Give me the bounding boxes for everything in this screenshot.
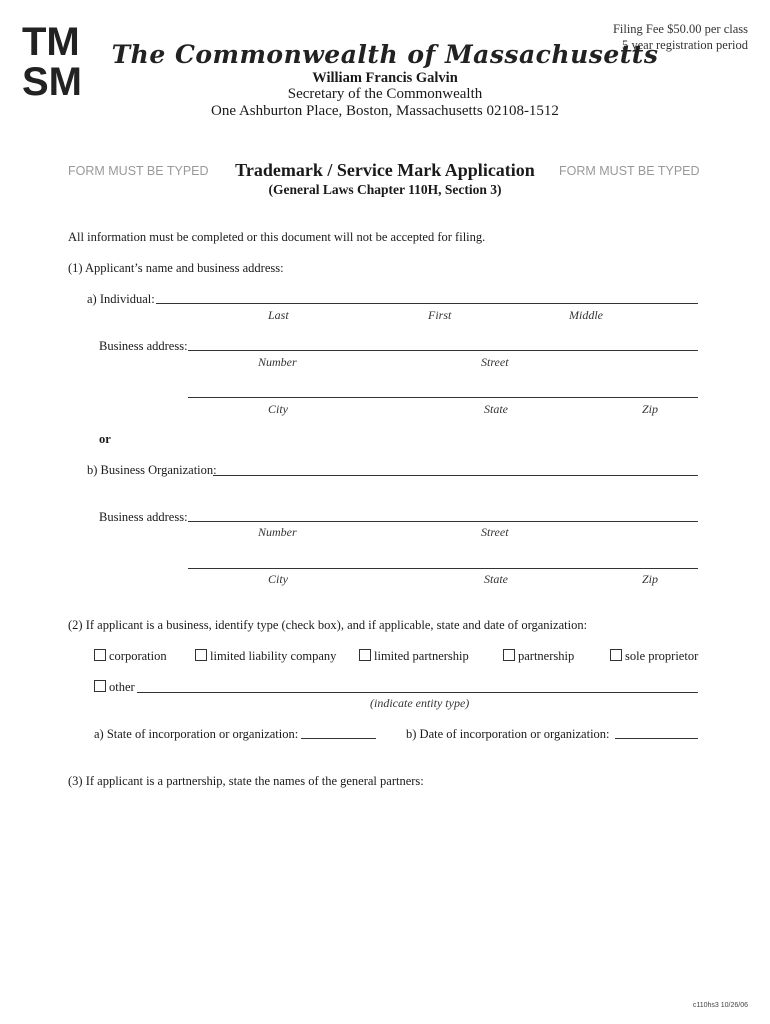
organization-label: b) Business Organization:: [87, 463, 217, 477]
caption-entity-type: (indicate entity type): [370, 696, 470, 710]
date-of-incorporation-field[interactable]: [615, 738, 698, 739]
caption-number-2: Number: [258, 525, 297, 539]
caption-first: First: [428, 308, 452, 322]
commonwealth-title: The Commonwealth of Massachusetts: [111, 40, 659, 69]
state-of-incorporation-field[interactable]: [301, 738, 376, 739]
section1-heading: (1) Applicant’s name and business address:: [68, 261, 284, 275]
individual-city-field[interactable]: [188, 397, 698, 398]
option-label: limited liability company: [210, 649, 337, 663]
typed-notice-left: FORM MUST BE TYPED: [68, 164, 209, 178]
caption-number: Number: [258, 355, 297, 369]
caption-street: Street: [481, 355, 509, 369]
registration-period: 5 year registration period: [622, 38, 748, 52]
checkbox-llc[interactable]: [195, 649, 207, 661]
option-label: other: [109, 680, 135, 694]
caption-city: City: [268, 402, 288, 416]
office-address: One Ashburton Place, Boston, Massachusetts 02108-1512: [211, 103, 559, 119]
organization-name-field[interactable]: [213, 475, 698, 476]
option-limited-partnership[interactable]: [359, 649, 469, 664]
option-corporation[interactable]: [94, 649, 167, 664]
checkbox-partnership[interactable]: [503, 649, 515, 661]
individual-label: a) Individual:: [87, 292, 155, 306]
option-partnership[interactable]: [503, 649, 574, 664]
caption-street-2: Street: [481, 525, 509, 539]
caption-state-2: State: [484, 572, 508, 586]
option-label: limited partnership: [374, 649, 469, 663]
section3-heading: (3) If applicant is a partnership, state the names of the general partners:: [68, 774, 424, 788]
option-sole-proprietor[interactable]: [610, 649, 698, 664]
form-subtitle: (General Laws Chapter 110H, Section 3): [268, 182, 502, 197]
caption-middle: Middle: [569, 308, 603, 322]
caption-city-2: City: [268, 572, 288, 586]
option-other[interactable]: [94, 680, 135, 695]
state-of-incorporation-label: a) State of incorporation or organization:: [94, 727, 299, 741]
option-label: sole proprietor: [625, 649, 699, 663]
individual-street-field[interactable]: [188, 350, 698, 351]
organization-city-field[interactable]: [188, 568, 698, 569]
secretary-name: William Francis Galvin: [312, 70, 458, 86]
intro-text: All information must be completed or this document will not be accepted for filing.: [68, 230, 486, 244]
checkbox-other[interactable]: [94, 680, 106, 692]
or-label: or: [99, 432, 111, 446]
checkbox-limited-partnership[interactable]: [359, 649, 371, 661]
logo-sm: SM: [22, 60, 82, 104]
option-label: corporation: [109, 649, 167, 663]
form-title: Trademark / Service Mark Application: [235, 160, 535, 180]
business-address-label-1: Business address:: [99, 339, 188, 353]
option-label: partnership: [518, 649, 575, 663]
secretary-title: Secretary of the Commonwealth: [287, 86, 483, 102]
caption-zip: Zip: [642, 402, 659, 416]
caption-state: State: [484, 402, 508, 416]
option-llc[interactable]: [195, 649, 336, 664]
section2-heading: (2) If applicant is a business, identify type (check box), and if applicable, state and date of organization:: [68, 618, 588, 632]
date-of-incorporation-label: b) Date of incorporation or organization:: [406, 727, 610, 741]
checkbox-sole-proprietor[interactable]: [610, 649, 622, 661]
filing-fee: Filing Fee $50.00 per class: [612, 22, 748, 36]
checkbox-corporation[interactable]: [94, 649, 106, 661]
logo-tm: TM: [22, 20, 80, 64]
business-address-label-2: Business address:: [99, 510, 188, 524]
other-entity-field[interactable]: [137, 692, 698, 693]
caption-last: Last: [268, 308, 289, 322]
form-code: c110hs3 10/26/06: [692, 1002, 748, 1009]
typed-notice-right: FORM MUST BE TYPED: [559, 164, 700, 178]
organization-street-field[interactable]: [188, 521, 698, 522]
caption-zip-2: Zip: [642, 572, 659, 586]
individual-name-field[interactable]: [156, 303, 698, 304]
